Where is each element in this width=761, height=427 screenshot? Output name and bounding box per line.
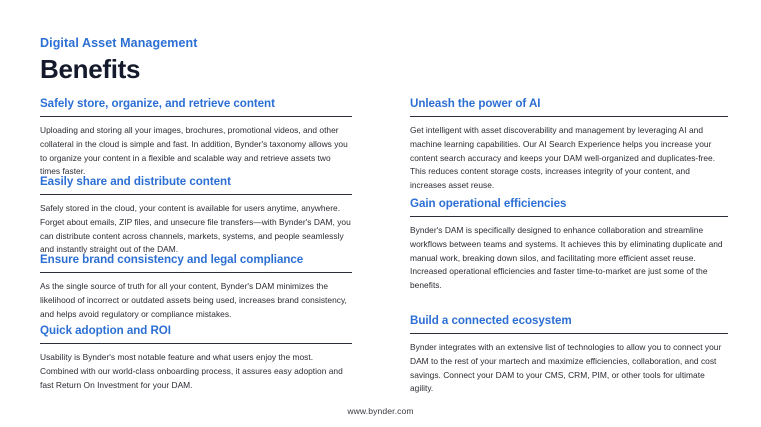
- section-divider: [40, 343, 352, 344]
- section-body: Safely stored in the cloud, your content is available for users anytime, anywhere. Forget about emails, ZIP files, and unsecure file transfers—with Bynder's DAM, you can distribute content across channels, markets, systems, and people seamlessly and instantly straight out of the DAM.: [40, 203, 351, 255]
- section-divider: [40, 272, 352, 273]
- section-heading: Build a connected ecosystem: [410, 314, 572, 327]
- benefit-section-quick-adoption: [40, 324, 352, 392]
- section-heading: Unleash the power of AI: [410, 97, 541, 110]
- page-header: [40, 36, 460, 84]
- section-body: Usability is Bynder's most notable feature and what users enjoy the most. Combined with our world-class onboarding process, it assures easy adoption and fast Return On Investment for your DAM.: [40, 352, 343, 390]
- section-divider: [40, 194, 352, 195]
- section-heading: Safely store, organize, and retrieve content: [40, 97, 275, 110]
- section-body: Uploading and storing all your images, brochures, promotional videos, and other collateral in the cloud is simple and fast. In addition, Bynder's taxonomy allows you to organize your content in a flexible and scalable way and retrieve assets two times faster.: [40, 125, 348, 177]
- section-divider: [410, 116, 728, 117]
- benefit-section-safely-store: [40, 97, 352, 179]
- benefit-section-easily-share: [40, 175, 352, 257]
- section-body: As the single source of truth for all your content, Bynder's DAM minimizes the likelihood of incorrect or outdated assets being used, increases brand consistency, and helps avoid regulatory or compliance mistakes.: [40, 281, 347, 319]
- section-heading: Quick adoption and ROI: [40, 324, 171, 337]
- benefit-section-power-of-ai: [410, 97, 728, 193]
- benefit-section-operational-efficiencies: [410, 197, 728, 293]
- section-heading: Ensure brand consistency and legal compliance: [40, 253, 304, 266]
- section-body: Bynder integrates with an extensive list of technologies to allow you to connect your DAM to the rest of your martech and maximize efficiencies, collaboration, and cost savings. Connect your DAM to your CMS, CRM, PIM, or other tools for ultimate agility.: [410, 342, 722, 394]
- page-title: Benefits: [40, 54, 141, 84]
- section-divider: [40, 116, 352, 117]
- section-heading: Gain operational efficiencies: [410, 197, 567, 210]
- benefit-section-connected-ecosystem: [410, 314, 728, 396]
- section-heading: Easily share and distribute content: [40, 175, 231, 188]
- section-divider: [410, 216, 728, 217]
- section-divider: [410, 333, 728, 334]
- section-body: Bynder's DAM is specifically designed to enhance collaboration and streamline workflows between teams and systems. It achieves this by eliminating duplicate and manual work, breaking down silos, and facilitating more efficient asset reuse. Increased operational efficiencies and faster time-to-market are just some of the benefits.: [410, 225, 723, 290]
- section-body: Get intelligent with asset discoverability and management by leveraging AI and machine learning capabilities. Our AI Search Experience helps you increase your content search accuracy and keeps your DAM well-organized and duplicates-free. This reduces content storage costs, increases integrity of your content, and increases asset reuse.: [410, 125, 716, 190]
- benefit-section-brand-consistency: [40, 253, 352, 321]
- footer-website[interactable]: www.bynder.com: [347, 406, 414, 416]
- eyebrow-label: Digital Asset Management: [40, 36, 198, 50]
